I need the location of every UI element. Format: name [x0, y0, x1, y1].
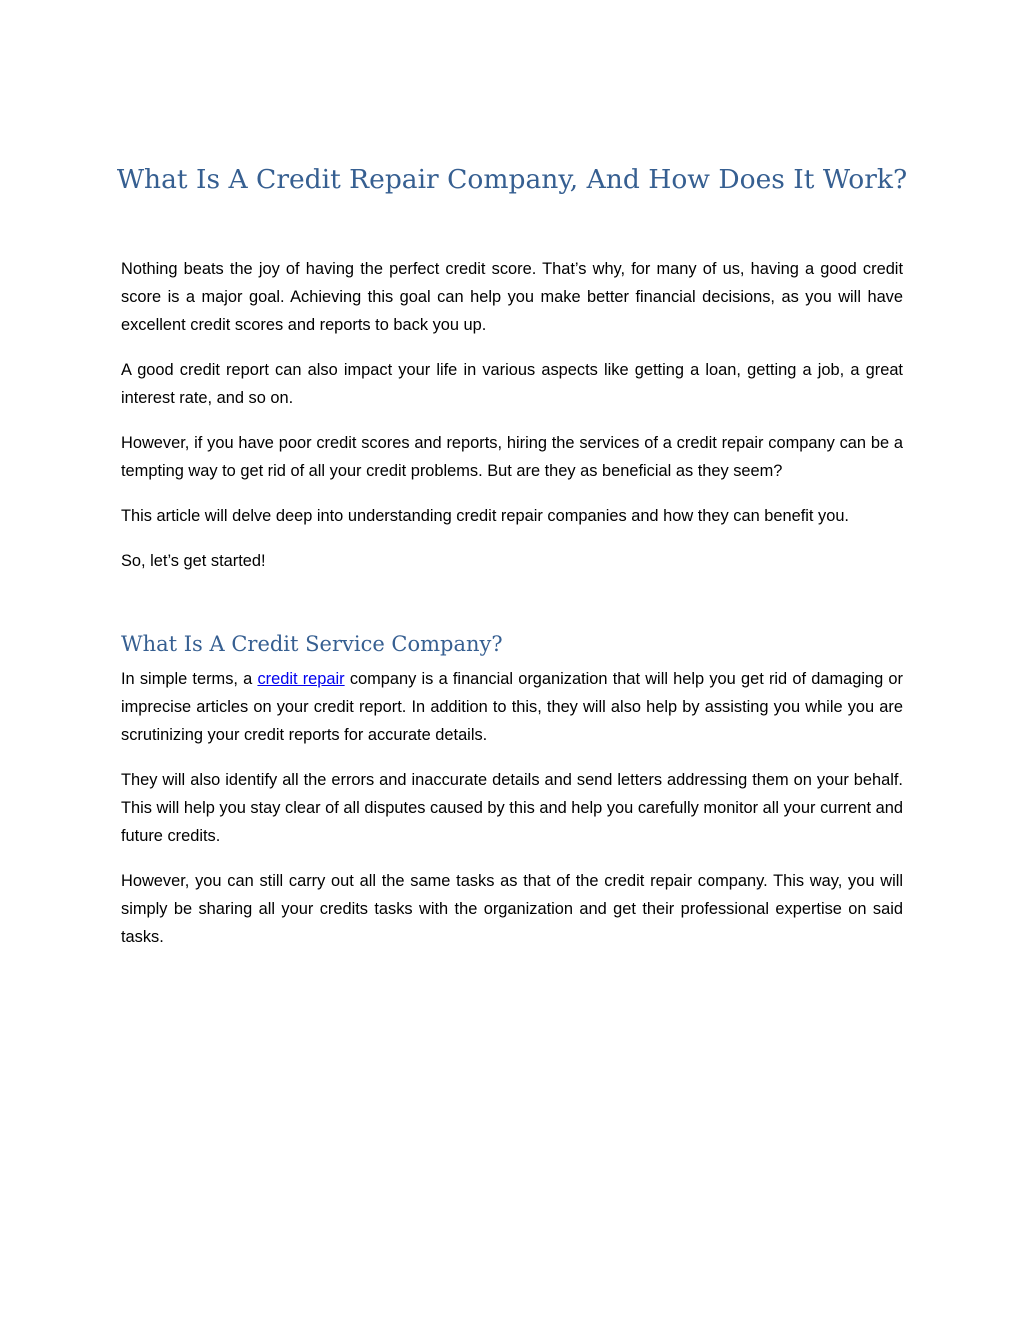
- section-body: [121, 665, 903, 952]
- intro-paragraph-4: This article will delve deep into understanding credit repair companies and how they can benefit you.: [121, 506, 849, 525]
- intro-paragraph-2: A good credit report can also impact your life in various aspects like getting a loan, getting a job, a great interest rate, and so on.: [121, 361, 903, 408]
- section-heading: What Is A Credit Service Company?: [121, 631, 503, 656]
- credit-repair-link[interactable]: credit repair: [257, 669, 345, 688]
- section-paragraph-2: They will also identify all the errors and inaccurate details and send letters addressing them on your behalf. This will help you stay clear of all disputes caused by this and help you carefully monitor all your current and future credits.: [121, 770, 903, 846]
- intro-paragraph-1: Nothing beats the joy of having the perfect credit score. That’s why, for many of us, having a good credit score is a major goal. Achieving this goal can help you make better financial decisions, as you will have excellent credit scores and reports to back you up.: [121, 260, 903, 335]
- intro-paragraph-3: However, if you have poor credit scores and reports, hiring the services of a credit repair company can be a tempting way to get rid of all your credit problems. But are they as beneficial as they seem?: [121, 434, 903, 481]
- section-paragraph-1-rest: company is a financial organization that will help you get rid of damaging or imprecise articles on your credit report. In addition to this, they will also help by assisting you while you are scrutinizing your credit reports for accurate details.: [121, 669, 903, 745]
- section-paragraph-1-lead: In simple terms, a: [121, 669, 258, 688]
- article-body: [121, 255, 903, 968]
- section-paragraph-1: [121, 665, 903, 750]
- section-paragraph-3: However, you can still carry out all the same tasks as that of the credit repair company. This way, you will simply be sharing all your credits tasks with the organization and get their professional expertise on said tasks.: [121, 872, 903, 947]
- intro-paragraph-5: So, let’s get started!: [121, 551, 266, 570]
- page-title: What Is A Credit Repair Company, And How Does It Work?: [116, 164, 908, 195]
